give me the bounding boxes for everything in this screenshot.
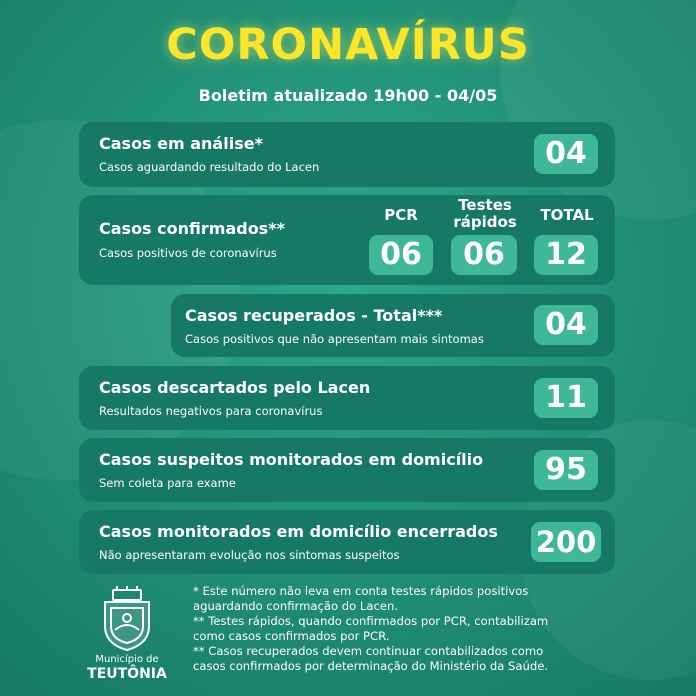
row-label: Casos confirmados** bbox=[99, 219, 285, 238]
total-value-box: 12 bbox=[534, 235, 598, 275]
row-label: Casos recuperados - Total*** bbox=[185, 306, 443, 325]
row-description: Casos positivos que não apresentam mais sintomas bbox=[185, 332, 484, 346]
row-description: Resultados negativos para coronavírus bbox=[99, 404, 323, 418]
page-title: CORONAVÍRUS bbox=[166, 20, 530, 70]
footnotes bbox=[193, 584, 689, 674]
row-discarded-cases bbox=[79, 366, 615, 430]
footnote-line: aguardando confirmação do Lacen. bbox=[193, 599, 399, 613]
row-description: Casos aguardando resultado do Lacen bbox=[99, 160, 320, 174]
coat-of-arms-icon bbox=[75, 586, 179, 654]
pcr-value-box: 06 bbox=[369, 235, 433, 275]
footnote-line: ** Testes rápidos, quando confirmados por PCR, contabilizam bbox=[193, 614, 549, 628]
footnote-line: * Este número não leva em conta testes rápidos positivos bbox=[193, 584, 529, 598]
row-cases-under-analysis bbox=[79, 122, 615, 187]
total-header: TOTAL bbox=[540, 206, 594, 224]
row-description: Sem coleta para exame bbox=[99, 476, 236, 490]
row-suspected-home-monitored bbox=[79, 438, 615, 502]
row-home-monitoring-closed bbox=[79, 510, 615, 574]
footnote-line: casos confirmados por determinação do Ministério da Saúde. bbox=[193, 659, 549, 673]
logo-text-line2: TEUTÔNIA bbox=[87, 666, 167, 682]
value-box: 95 bbox=[534, 450, 598, 490]
bulletin-date: Boletim atualizado 19h00 - 04/05 bbox=[198, 86, 498, 105]
rapid-tests-header-line1: Testes bbox=[458, 196, 512, 214]
row-label: Casos monitorados em domicílio encerrados bbox=[99, 522, 498, 541]
row-description: Não apresentaram evolução nos sintomas suspeitos bbox=[99, 548, 400, 562]
municipality-logo bbox=[75, 586, 179, 686]
footnote-line: como casos confirmados por PCR. bbox=[193, 629, 390, 643]
row-label: Casos em análise* bbox=[99, 134, 263, 153]
pcr-header: PCR bbox=[384, 206, 418, 224]
row-label: Casos suspeitos monitorados em domicílio bbox=[99, 450, 484, 469]
value-box: 11 bbox=[534, 378, 598, 418]
value-box: 04 bbox=[534, 305, 598, 345]
value-box: 04 bbox=[534, 134, 598, 174]
footnote-line: ** Casos recuperados devem continuar contabilizados como bbox=[193, 644, 544, 658]
row-label: Casos descartados pelo Lacen bbox=[99, 378, 371, 397]
rapid-tests-header bbox=[447, 197, 523, 231]
rapid-tests-value-box: 06 bbox=[451, 235, 517, 275]
logo-text-line1: Município de bbox=[95, 654, 159, 665]
rapid-tests-header-line2: rápidos bbox=[453, 213, 517, 231]
value-box: 200 bbox=[531, 522, 601, 562]
row-confirmed-cases bbox=[79, 195, 615, 285]
row-description: Casos positivos de coronavírus bbox=[99, 246, 277, 260]
row-recovered-cases bbox=[171, 294, 615, 357]
